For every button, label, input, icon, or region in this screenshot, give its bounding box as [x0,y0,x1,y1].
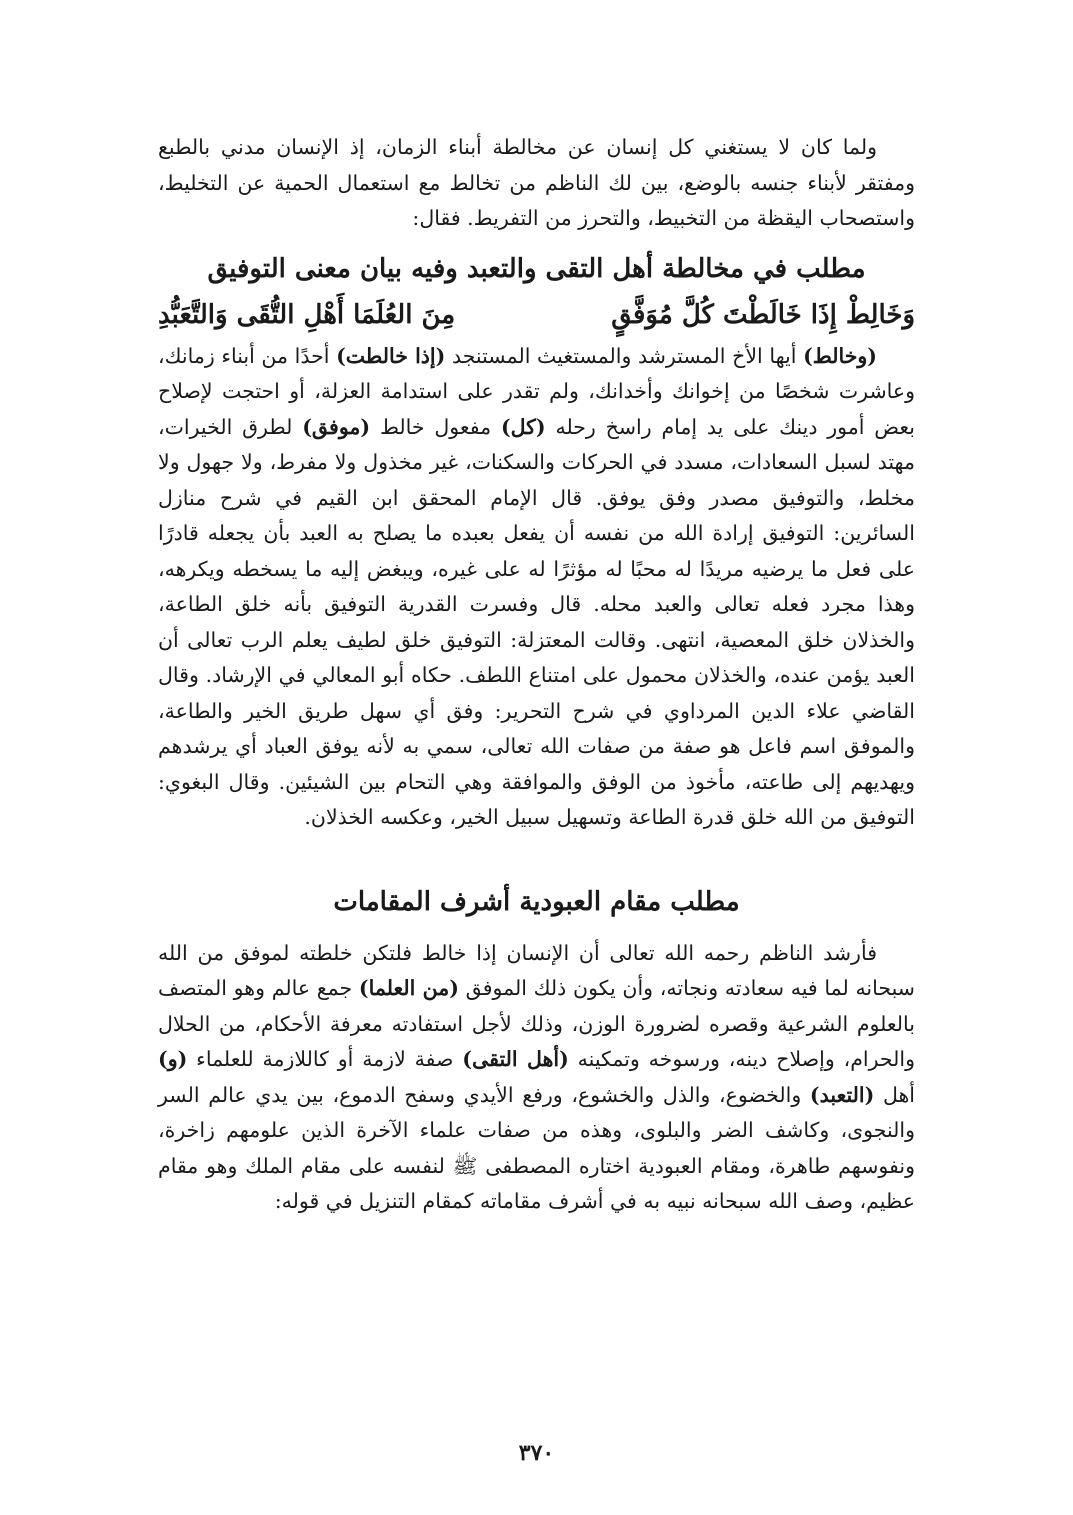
quoted-word: (التعبد) [809,1082,875,1107]
closing-paragraph [158,936,915,1220]
commentary-paragraph [158,339,915,836]
page-body [158,130,915,1220]
quoted-word: (وخالط) [803,343,877,368]
verse-first-hemistich: وَخَالِطْ إِذَا خَالَطْتَ كُلَّ مُوَفَّقٍ [611,299,915,330]
quoted-word: (موفق) [302,414,371,439]
page-number: ٣٧٠ [518,1440,555,1466]
quoted-word: (أهل التقى) [462,1047,569,1071]
closing-text: أهل [874,1082,915,1107]
commentary-text: أيها الأخ المسترشد والمستغيث المستنجد [445,343,804,368]
verse-second-hemistich: مِنَ العُلَمَا أَهْلِ التُّقَى وَالتَّعَبُّدِ [158,299,456,330]
quoted-word: (و) [158,1047,188,1071]
quoted-word: (إذا خالطت) [336,343,446,368]
closing-text: والخضوع، والذل والخشوع، ورفع الأيدي وسفح الدموع، بين يدي عالم السر والنجوى، وكاشف الضر والبلوى، وهذه من صفات علماء الآخرة الذين علومهم زاخرة، ونفوسهم طاهرة، ومقام العبودية اختاره المصطفى ﷺ لنفسه على مقام الملك وهو مقام عظيم، وصف الله سبحانه نبيه به في أشرف مقاماته كمقام التنزيل في قوله: [158,1082,915,1213]
section-heading-2: مطلب مقام العبودية أشرف المقامات [333,886,740,917]
section-heading-1: مطلب في مخالطة أهل التقى والتعبد وفيه بيان معنى التوفيق [207,253,866,284]
closing-text: فأرشد الناظم رحمه الله تعالى أن الإنسان إذا خالط فلتكن خلطته لموفق من الله سبحانه لما فيه سعادته ونجاته، وأن يكون ذلك الموفق [158,940,915,1000]
verse-line [158,295,915,335]
closing-text: صفة لازمة أو كاللازمة للعلماء [187,1047,463,1071]
intro-paragraph: ولما كان لا يستغني كل إنسان عن مخالطة أبناء الزمان، إذ الإنسان مدني بالطبع ومفتقر لأبناء جنسه بالوضع، بين لك الناظم من تخالط مع استعمال الحمية عن التخليط، واستصحاب اليقظة من التخبيط، والتحرز من التفريط. فقال: [158,135,915,230]
closing-text: جمع عالم وهو المتصف بالعلوم الشرعية وقصره لضرورة الوزن، وذلك لأجل استفادته معرفة الأحكام، من الحلال والحرام، وإصلاح دينه، ورسوخه وتمكينه [158,976,916,1071]
quoted-word: (كل) [500,414,546,439]
commentary-text: أحدًا من أبناء زمانك، وعاشرت شخصًا من إخوانك وأخدانك، ولم تقدر على استدامة العزلة، أو احتجت لإصلاح بعض أمور دينك على يد إمام راسخ رحله [158,343,915,439]
commentary-text: لطرق الخيرات، مهتد لسبل السعادات، مسدد في الحركات والسكنات، غير مخذول ولا مفرط، ولا جهول ولا مخلط، والتوفيق مصدر وفق يوفق. قال الإمام المحقق ابن القيم في شرح منازل السائرين: التوفيق إرادة الله من نفسه أن يفعل بعبده ما يصلح به العبد بأن يجعله قادرًا على فعل ما يرضيه مريدًا له محبًا له مؤثرًا له على غيره، ويبغض إليه ما يسخطه ويكرهه، وهذا مجرد فعله تعالى والعبد محله. قال وفسرت القدرية التوفيق بأنه خلق الطاعة، والخذلان خلق المعصية، انتهى. وقالت المعتزلة: التوفيق خلق لطيف يعلم الرب تعالى أن العبد يؤمن عنده، والخذلان محمول على امتناع اللطف. حكاه أبو المعالي في الإرشاد. وقال القاضي علاء الدين المرداوي في شرح التحرير: وفق أي سهل طريق الخير والطاعة، والموفق اسم فاعل هو صفة من صفات الله تعالى، سمي به لأنه يوفق العباد أي يرشدهم ويهديهم إلى طاعته، مأخوذ من الوفق والموافقة وهي التحام بين الشيئين. وقال البغوي: التوفيق من الله خلق قدرة الطاعة وتسهيل سبيل الخير، وعكسه الخذلان. [158,414,915,829]
commentary-text: مفعول خالط [370,414,501,439]
quoted-word: (من العلما) [358,976,459,1000]
